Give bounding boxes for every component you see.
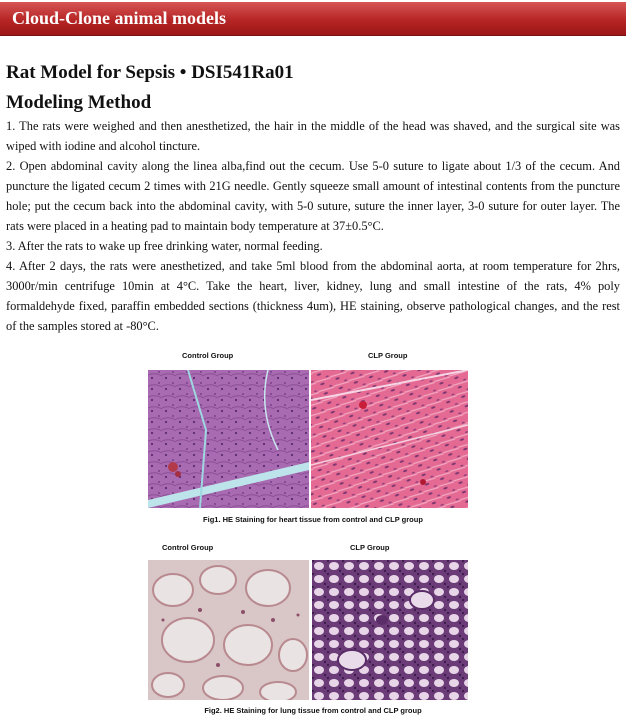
fig2-control-lung-image [148, 560, 309, 700]
method-steps [6, 116, 620, 336]
fig2-caption: Fig2. HE Staining for lung tissue from control and CLP group [204, 706, 422, 715]
fig1-clp-label: CLP Group [368, 351, 408, 360]
fig2-clp-label: CLP Group [350, 543, 390, 552]
step-4: 4. After 2 days, the rats were anesthetized, and take 5ml blood from the abdominal aorta, at room temperature for 2hrs, 3000r/min centrifuge 10min at 4°C. Take the heart, liver, kidney, lung and small intestine of the rats, 4% poly formaldehyde fixed, paraffin embedded sections (thickness 4um), HE staining, observe pathological changes, and the rest of the samples stored at -80°C. [6, 259, 620, 333]
fig1-control-heart-image [148, 370, 309, 508]
section-heading: Modeling Method [6, 92, 152, 113]
document-title: Rat Model for Sepsis • DSI541Ra01 [6, 62, 294, 83]
fig1-caption: Fig1. HE Staining for heart tissue from control and CLP group [203, 515, 423, 524]
fig1-control-label: Control Group [182, 351, 234, 360]
banner-title: Cloud-Clone animal models [12, 8, 227, 28]
step-2: 2. Open abdominal cavity along the linea alba,find out the cecum. Use 5-0 suture to ligate about 1/3 of the cecum. And puncture the ligated cecum 2 times with 21G needle. Gently squeeze small amount of intestinal contents from the puncture hole; put the cecum back into the abdominal cavity, with 5-0 suture, suture the inner layer, 3-0 suture for outer layer. The rats were placed in a heating pad to maintain body temperature at 37±0.5°C. [6, 159, 620, 233]
fig2-clp-lung-image [312, 560, 468, 700]
header-banner [0, 2, 626, 36]
fig1-clp-heart-image [311, 370, 468, 508]
step-3: 3. After the rats to wake up free drinking water, normal feeding. [6, 239, 323, 253]
step-1: 1. The rats were weighed and then anesthetized, the hair in the middle of the head was shaved, and the surgical site was wiped with iodine and alcohol tincture. [6, 119, 620, 153]
fig2-control-label: Control Group [162, 543, 214, 552]
